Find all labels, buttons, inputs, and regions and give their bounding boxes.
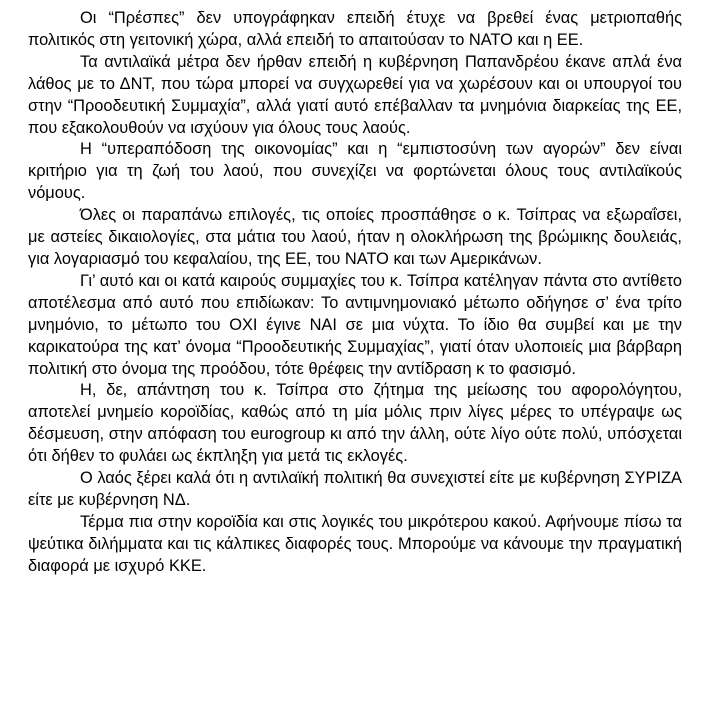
paragraph-1: Οι “Πρέσπες” δεν υπογράφηκαν επειδή έτυχε να βρεθεί ένας μετριοπαθής πολιτικός στη γειτονική χώρα, αλλά επειδή το απαιτούσαν το ΝΑΤΟ και η ΕΕ. xyxy=(28,9,682,49)
paragraph-8: Τέρμα πια στην κοροϊδία και στις λογικές του μικρότερου κακού. Αφήνουμε πίσω τα ψεύτικα διλήμματα και τις κάλπικες διαφορές τους. Μπορούμε να κάνουμε την πραγματική διαφορά με ισχυρό ΚΚΕ. xyxy=(28,512,682,575)
paragraph-7: Ο λαός ξέρει καλά ότι η αντιλαϊκή πολιτική θα συνεχιστεί είτε με κυβέρνηση ΣΥΡΙΖΑ είτε με κυβέρνηση ΝΔ. xyxy=(28,469,682,509)
paragraph-3: Η “υπεραπόδοση της οικονομίας” και η “εμπιστοσύνη των αγορών” δεν είναι κριτήριο για τη ζωή του λαού, που συνεχίζει να φορτώνεται όλους τους αντιλαϊκούς νόμους. xyxy=(28,140,682,203)
paragraph-4: Όλες οι παραπάνω επιλογές, τις οποίες προσπάθησε ο κ. Τσίπρας να εξωραΐσει, με αστείες δικαιολογίες, στα μάτια του λαού, ήταν η ολοκλήρωση της βρώμικης δουλειάς, για λογαριασμό του κεφαλαίου, της ΕΕ, του ΝΑΤΟ και των Αμερικάνων. xyxy=(28,206,682,268)
paragraph-2: Τα αντιλαϊκά μέτρα δεν ήρθαν επειδή η κυβέρνηση Παπανδρέου έκανε απλά ένα λάθος με το ΔΝΤ, που τώρα μπορεί να συγχωρεθεί για να χωρέσουν και οι υπουργοί του στην “Προοδευτική Συμμαχία”, αλλά γιατί αυτό επέβαλλαν τα μνημόνια διαρκείας της ΕΕ, που εξακολουθούν να ισχύουν για όλους τους λαούς. xyxy=(28,52,682,137)
paragraph-6: Η, δε, απάντηση του κ. Τσίπρα στο ζήτημα της μείωσης του αφορολόγητου, αποτελεί μνημείο κοροϊδίας, καθώς από τη μία μόλις πριν λίγες μέρες το υπέγραψε ως δέσμευση, στην απόφαση του eurogroup κι από την άλλη, ούτε λίγο ούτε πολύ, υπόσχεται ότι δήθεν το φυλάει ως έκπληξη για μετά τις εκλογές. xyxy=(28,381,682,466)
document-body xyxy=(28,8,682,578)
paragraph-5: Γι’ αυτό και οι κατά καιρούς συμμαχίες του κ. Τσίπρα κατέληγαν πάντα στο αντίθετο αποτέλεσμα από αυτό που επιδίωκαν: Το αντιμνημονιακό μέτωπο οδήγησε σ’ ένα τρίτο μνημόνιο, το μέτωπο του ΟΧΙ έγινε ΝΑΙ σε μια νύχτα. Το ίδιο θα συμβεί και με την καρικατούρα της κατ’ όνομα “Προοδευτικής Συμμαχίας”, γιατί όταν υλοποιείς μια βάρβαρη πολιτική στο όνομα της προόδου, τότε θρέφεις την αντίδραση κ το φασισμό. xyxy=(28,271,682,378)
